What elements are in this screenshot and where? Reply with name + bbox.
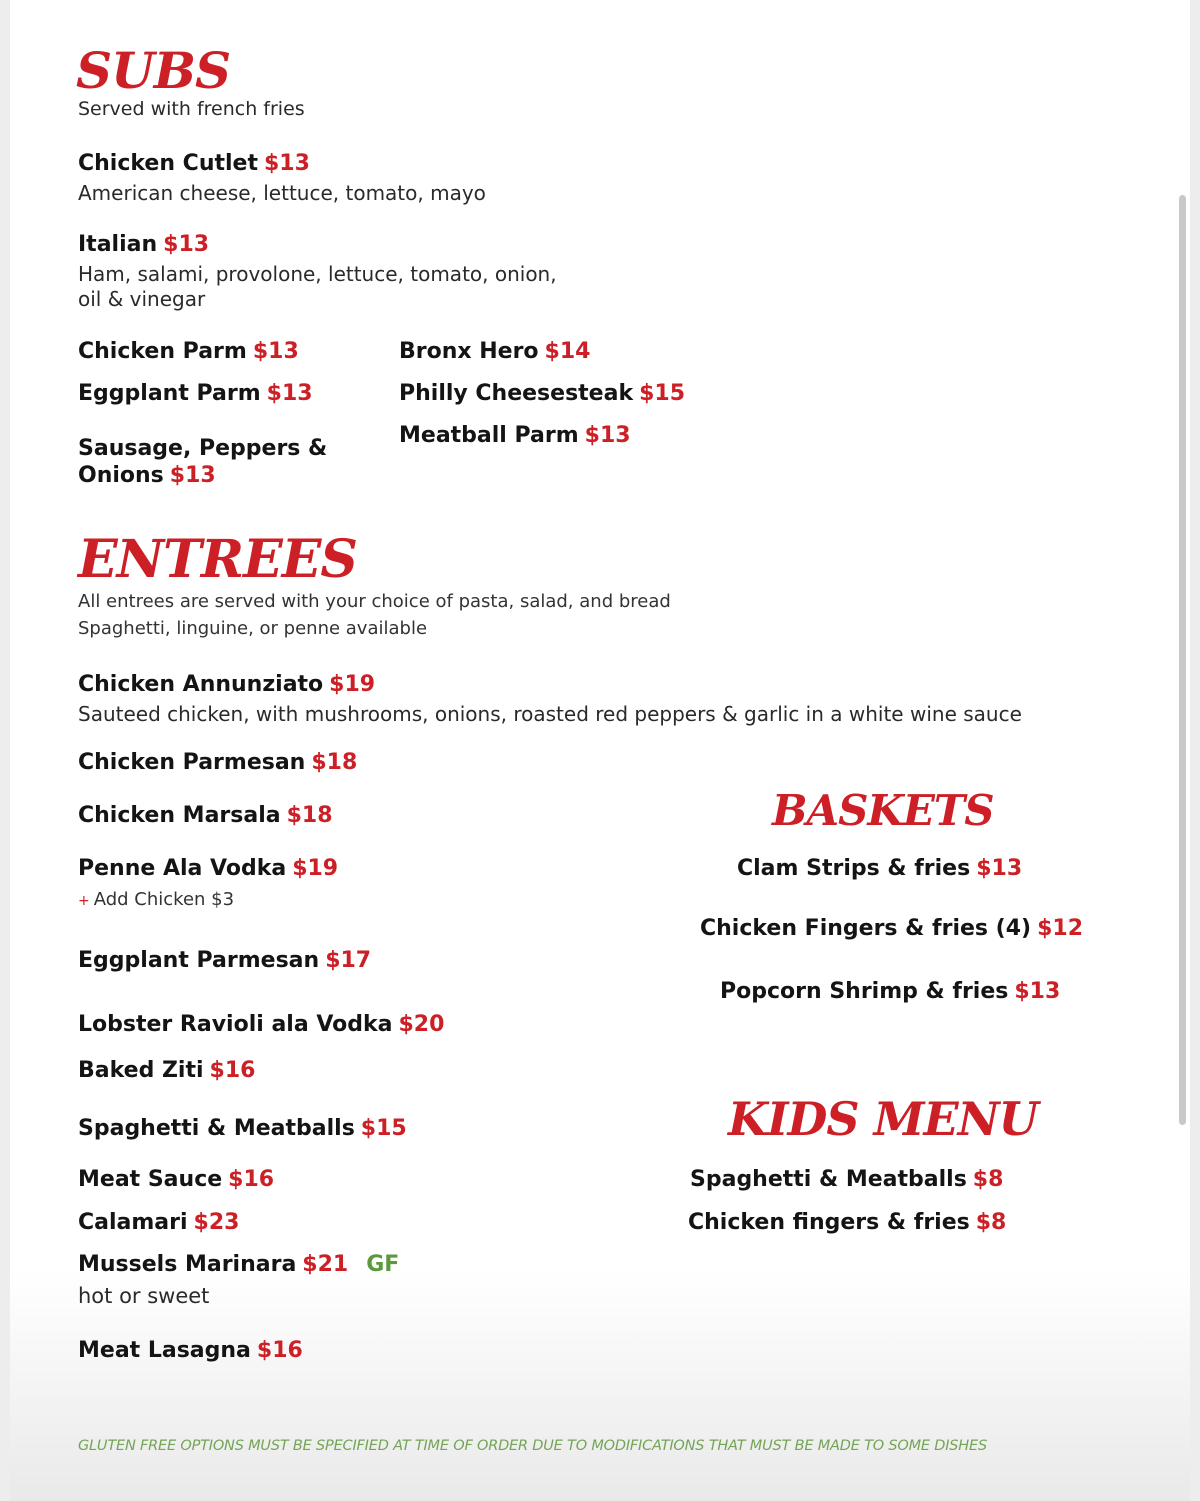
item-name: Chicken Parm xyxy=(78,339,247,364)
item-name: Chicken Fingers & fries (4) xyxy=(700,916,1032,941)
addon-option xyxy=(78,889,234,910)
item-name: Chicken Marsala xyxy=(78,803,281,828)
gluten-free-badge: GF xyxy=(366,1252,400,1277)
kids-menu-heading: KIDS MENU xyxy=(728,1092,1038,1146)
item-name: Philly Cheesesteak xyxy=(399,381,634,406)
entrees-heading: ENTREES xyxy=(78,529,357,590)
item-price: $13 xyxy=(976,856,1023,881)
item-price: $15 xyxy=(360,1116,407,1141)
item-description: oil & vinegar xyxy=(78,287,206,311)
menu-item xyxy=(399,381,685,406)
menu-item xyxy=(78,948,371,973)
item-name: Italian xyxy=(78,232,158,257)
item-price: $13 xyxy=(584,423,631,448)
item-name: Calamari xyxy=(78,1210,188,1235)
menu-item xyxy=(78,856,338,881)
menu-item xyxy=(78,435,338,489)
item-name: Chicken Cutlet xyxy=(78,151,258,176)
item-name: Mussels Marinara xyxy=(78,1252,297,1277)
item-price: $13 xyxy=(1014,979,1061,1004)
menu-item xyxy=(690,1167,1003,1192)
menu-item xyxy=(720,979,1060,1004)
item-name: Meatball Parm xyxy=(399,423,579,448)
subs-subtitle: Served with french fries xyxy=(78,98,305,120)
plus-icon: + xyxy=(78,893,90,909)
item-price: $13 xyxy=(169,463,216,488)
addon-label: Add Chicken $3 xyxy=(93,889,235,910)
vertical-scrollbar[interactable] xyxy=(1179,195,1186,1125)
entrees-note: All entrees are served with your choice of pasta, salad, and bread xyxy=(78,591,671,612)
item-price: $8 xyxy=(975,1210,1007,1235)
item-price: $18 xyxy=(286,803,333,828)
entrees-note: Spaghetti, linguine, or penne available xyxy=(78,618,428,639)
menu-page xyxy=(10,0,1190,1501)
item-name: Meat Sauce xyxy=(78,1167,223,1192)
item-price: $12 xyxy=(1037,916,1084,941)
menu-item xyxy=(399,423,631,448)
menu-item xyxy=(78,232,209,257)
item-name: Spaghetti & Meatballs xyxy=(78,1116,355,1141)
item-name: Eggplant Parmesan xyxy=(78,948,320,973)
item-name: Chicken fingers & fries xyxy=(688,1210,970,1235)
item-price: $13 xyxy=(163,232,210,257)
menu-item xyxy=(78,339,299,364)
item-price: $13 xyxy=(263,151,310,176)
menu-item xyxy=(78,1012,444,1037)
item-price: $16 xyxy=(228,1167,275,1192)
menu-item xyxy=(78,381,313,406)
item-price: $16 xyxy=(209,1058,256,1083)
menu-item xyxy=(399,339,590,364)
item-name: Popcorn Shrimp & fries xyxy=(720,979,1009,1004)
menu-item xyxy=(700,916,1083,941)
menu-item xyxy=(688,1210,1006,1235)
item-description: Ham, salami, provolone, lettuce, tomato, onion, xyxy=(78,262,557,286)
menu-item xyxy=(78,1116,407,1141)
item-price: $15 xyxy=(639,381,686,406)
item-description: hot or sweet xyxy=(78,1284,210,1308)
menu-item xyxy=(78,1058,255,1083)
menu-item xyxy=(78,1252,399,1277)
item-description: American cheese, lettuce, tomato, mayo xyxy=(78,181,486,205)
item-price: $21 xyxy=(302,1252,349,1277)
item-price: $16 xyxy=(256,1338,303,1363)
baskets-heading: BASKETS xyxy=(772,786,994,835)
item-name: Chicken Parmesan xyxy=(78,750,306,775)
item-name: Meat Lasagna xyxy=(78,1338,251,1363)
item-name: Sausage, Peppers & Onions xyxy=(78,436,328,488)
menu-item xyxy=(78,803,333,828)
item-price: $19 xyxy=(292,856,339,881)
item-name: Penne Ala Vodka xyxy=(78,856,287,881)
item-price: $20 xyxy=(398,1012,445,1037)
item-price: $19 xyxy=(329,672,376,697)
item-name: Clam Strips & fries xyxy=(737,856,971,881)
item-description: Sauteed chicken, with mushrooms, onions, roasted red peppers & garlic in a white wine sauce xyxy=(78,702,1022,726)
item-name: Bronx Hero xyxy=(399,339,539,364)
item-price: $14 xyxy=(544,339,591,364)
item-price: $8 xyxy=(972,1167,1004,1192)
item-name: Chicken Annunziato xyxy=(78,672,324,697)
item-name: Baked Ziti xyxy=(78,1058,204,1083)
menu-item xyxy=(78,1167,274,1192)
item-price: $13 xyxy=(252,339,299,364)
menu-item xyxy=(78,1210,239,1235)
item-name: Lobster Ravioli ala Vodka xyxy=(78,1012,393,1037)
menu-item xyxy=(78,1338,303,1363)
item-name: Spaghetti & Meatballs xyxy=(690,1167,967,1192)
gluten-free-footnote: GLUTEN FREE OPTIONS MUST BE SPECIFIED AT TIME OF ORDER DUE TO MODIFICATIONS THAT MUST BE MADE TO SOME DISHES xyxy=(78,1438,987,1454)
item-price: $17 xyxy=(325,948,372,973)
menu-item xyxy=(78,151,310,176)
item-price: $13 xyxy=(266,381,313,406)
menu-item xyxy=(78,750,357,775)
item-price: $23 xyxy=(193,1210,240,1235)
menu-item xyxy=(737,856,1022,881)
item-price: $18 xyxy=(311,750,358,775)
menu-item xyxy=(78,672,375,697)
item-name: Eggplant Parm xyxy=(78,381,261,406)
subs-heading: SUBS xyxy=(76,41,231,100)
